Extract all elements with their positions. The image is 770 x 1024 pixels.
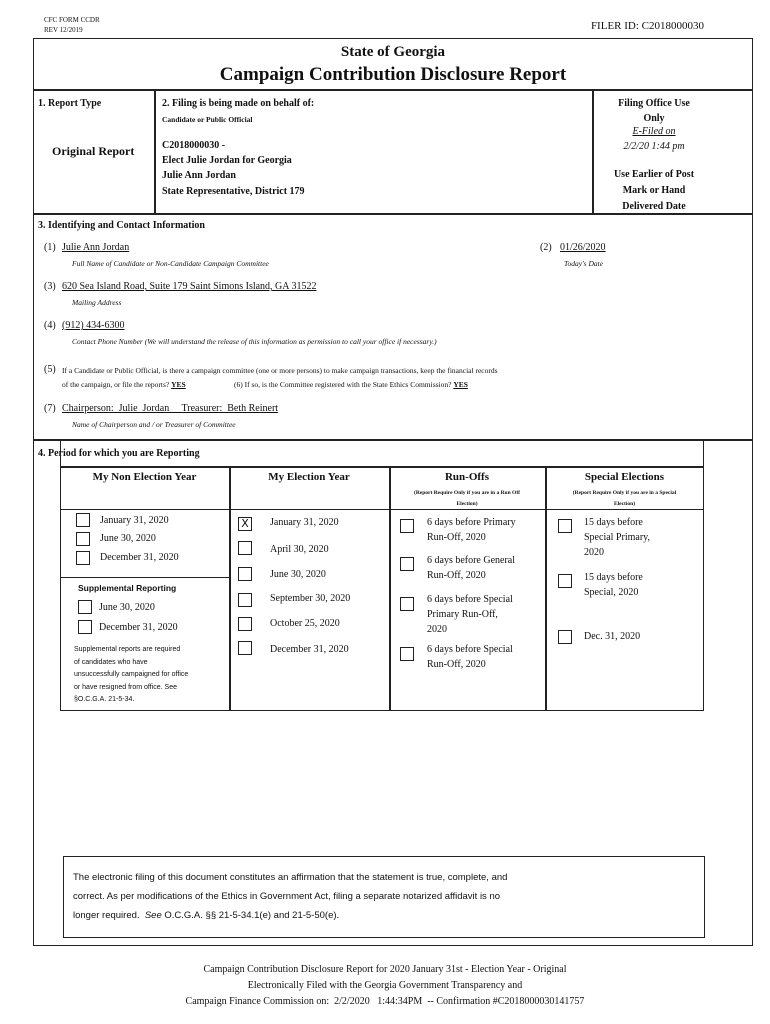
non-election-year-title: My Non Election Year: [92, 471, 197, 483]
form-code: CFC FORM CCDR: [44, 16, 100, 24]
chair-treasurer: Chairperson: Julie Jordan Treasurer: Beth Reinert: [62, 403, 279, 414]
mailing-address: 620 Sea Island Road, Suite 179 Saint Simons Island, GA 31522: [62, 281, 317, 292]
checkbox[interactable]: [238, 593, 252, 607]
office-use-label: Filing Office Use: [618, 98, 690, 109]
note-line: Election): [613, 501, 636, 507]
phone-caption: Contact Phone Number (We will understand the release of this information as permission to call your office if necessary.): [72, 337, 437, 346]
runoffs-note: [389, 488, 545, 510]
report-title: Campaign Contribution Disclosure Report: [219, 64, 567, 85]
option-line: 15 days before: [584, 517, 643, 528]
checkbox[interactable]: [76, 551, 90, 565]
supplemental-note: [74, 644, 188, 707]
divider: [33, 89, 753, 91]
efiled-date: 2/2/20 1:44 pm: [623, 141, 685, 152]
checkbox[interactable]: [238, 541, 252, 555]
runoff-option: [427, 642, 513, 672]
period-label: June 30, 2020: [100, 533, 156, 544]
option-line: Special, 2020: [584, 587, 639, 598]
full-name-caption: Full Name of Candidate or Non-Candidate Campaign Committee: [72, 259, 269, 268]
office-note-2: Mark or Hand: [622, 185, 686, 196]
checkbox[interactable]: [558, 630, 572, 644]
option-line: 6 days before Special: [427, 594, 513, 605]
note-line: or have resigned from office. See: [74, 683, 177, 691]
option-line: 6 days before General: [427, 555, 516, 566]
special-option: [584, 570, 643, 600]
checkbox[interactable]: [558, 574, 572, 588]
committee-question: If a Candidate or Public Official, is there a campaign committee (one or more persons) to make campaign transactions, keep the financial records: [62, 366, 498, 375]
checkbox[interactable]: [400, 647, 414, 661]
filer-id: FILER ID: C2018000030: [590, 20, 704, 32]
chair-treasurer-caption: Name of Chairperson and / or Treasurer of Committee: [72, 420, 236, 429]
committee-question-text: of the campaign, or file the reports?: [62, 380, 170, 389]
option-line: 6 days before Special: [427, 644, 513, 655]
option-line: 2020: [427, 624, 447, 635]
divider: [60, 466, 704, 468]
footer-line-3: Campaign Finance Commission on: 2/2/2020 1:44:34PM -- Confirmation #C2018000030141757: [185, 996, 585, 1007]
period-label: January 31, 2020: [100, 515, 169, 526]
divider: [154, 89, 156, 213]
checkbox[interactable]: X: [238, 517, 252, 531]
option-line: Run-Off, 2020: [427, 570, 486, 581]
committee-name: Elect Julie Jordan for Georgia: [162, 155, 292, 166]
option-line: Special Primary,: [584, 532, 651, 543]
section3-label: 3. Identifying and Contact Information: [38, 220, 205, 231]
divider: [60, 577, 229, 578]
checkbox[interactable]: [238, 641, 252, 655]
option-line: Primary Run-Off,: [427, 609, 498, 620]
note-line: unsuccessfully campaigned for office: [74, 671, 189, 679]
checkbox[interactable]: [238, 567, 252, 581]
filer-code: C2018000030 -: [162, 140, 226, 151]
affirmation-fragment: O.C.G.A. §§ 21-5-34.1(e) and 21-5-50(e).: [161, 910, 340, 921]
note-line: §O.C.G.A. 21-5-34․: [74, 696, 135, 704]
note-line: of candidates who have: [74, 658, 148, 666]
checkbox[interactable]: [400, 557, 414, 571]
section4-label: 4. Period for which you are Reporting: [38, 448, 200, 459]
runoffs-title: Run-Offs: [444, 471, 489, 483]
efiled-label: E-Filed on: [632, 126, 676, 137]
affirmation-line: The electronic filing of this document constitutes an affirmation that the statement is true, complete, and: [73, 872, 508, 883]
note-line: Supplemental reports are required: [74, 646, 181, 653]
note-line: (Report Require Only if you are in a Run Off: [414, 490, 520, 496]
checkbox[interactable]: [238, 617, 252, 631]
checkbox[interactable]: [78, 600, 92, 614]
note-line: (Report Require Only if you are in a Special: [572, 490, 677, 496]
checkbox[interactable]: [400, 597, 414, 611]
item-number: (5): [44, 364, 56, 375]
option-line: 15 days before: [584, 572, 643, 583]
election-year-title: My Election Year: [268, 471, 350, 483]
registration-question-text: (6) If so, is the Committee registered with the State Ethics Commission?: [234, 380, 452, 389]
form-revision: REV 12/2019: [44, 26, 83, 34]
office-note-3: Delivered Date: [622, 201, 686, 212]
checkbox[interactable]: [76, 513, 90, 527]
affirmation-text: [73, 868, 507, 925]
committee-answer: YES: [171, 380, 186, 389]
office-note-1: Use Earlier of Post: [613, 169, 695, 180]
option-line: 6 days before Primary: [427, 517, 516, 528]
item-number: (3): [44, 281, 56, 292]
committee-question-2: [62, 380, 186, 389]
special-elections-title: Special Elections: [584, 471, 665, 483]
state-title: State of Georgia: [340, 44, 446, 60]
note-line: Election): [456, 501, 478, 507]
runoff-option: [427, 553, 515, 583]
supplemental-title: Supplemental Reporting: [78, 583, 177, 593]
runoff-option: [427, 515, 516, 545]
period-label: December 31, 2020: [100, 552, 179, 563]
filing-behalf-label: 2. Filing is being made on behalf of:: [162, 98, 315, 109]
special-elections-note: [545, 488, 704, 510]
report-type-value: Original Report: [52, 144, 135, 158]
affirmation-see: See: [144, 910, 162, 921]
option-line: Run-Off, 2020: [427, 532, 486, 543]
checkbox[interactable]: [400, 519, 414, 533]
divider: [229, 466, 231, 711]
checkbox[interactable]: [558, 519, 572, 533]
footer-line-2: Electronically Filed with the Georgia Government Transparency and: [247, 980, 523, 991]
checkbox[interactable]: [76, 532, 90, 546]
todays-date-caption: Today's Date: [564, 259, 604, 268]
todays-date: 01/26/2020: [560, 242, 606, 253]
report-type-label: 1. Report Type: [38, 98, 102, 109]
option-line: Run-Off, 2020: [427, 659, 486, 670]
footer-line-1: Campaign Contribution Disclosure Report for 2020 January 31st - Election Year - Original: [203, 964, 567, 975]
divider: [33, 213, 753, 215]
candidate-type: Candidate or Public Official: [162, 115, 253, 124]
candidate-name: Julie Ann Jordan: [162, 170, 236, 181]
period-label: December 31, 2020: [99, 622, 178, 633]
period-label: June 30, 2020: [270, 569, 326, 580]
period-label: April 30, 2020: [270, 544, 329, 555]
period-label: October 25, 2020: [270, 618, 340, 629]
full-name: Julie Ann Jordan: [62, 242, 130, 253]
runoff-option: [427, 592, 513, 637]
special-option: [584, 515, 650, 560]
item-number: (7): [44, 403, 56, 414]
registration-answer: YES: [453, 380, 468, 389]
affirmation-line: correct. As per modifications of the Ethics in Government Act, filing a separate notarized affidavit is no: [73, 891, 501, 902]
option-line: 2020: [584, 547, 604, 558]
period-label: December 31, 2020: [270, 644, 349, 655]
affirmation-line: [73, 906, 507, 925]
phone-number: (912) 434-6300: [62, 320, 125, 331]
item-number: (4): [44, 320, 56, 331]
period-label: September 30, 2020: [270, 593, 351, 604]
item-number: (2): [540, 242, 552, 253]
mailing-address-caption: Mailing Address: [72, 298, 122, 307]
office-use-label-2: Only: [643, 113, 665, 124]
registration-question: [234, 380, 468, 389]
office-sought: State Representative, District 179: [162, 186, 305, 197]
checkbox[interactable]: [78, 620, 92, 634]
period-label: January 31, 2020: [270, 517, 339, 528]
affirmation-fragment: longer required.: [73, 910, 145, 921]
period-label: June 30, 2020: [99, 602, 155, 613]
item-number: (1): [44, 242, 56, 253]
special-option: Dec. 31, 2020: [584, 631, 641, 642]
